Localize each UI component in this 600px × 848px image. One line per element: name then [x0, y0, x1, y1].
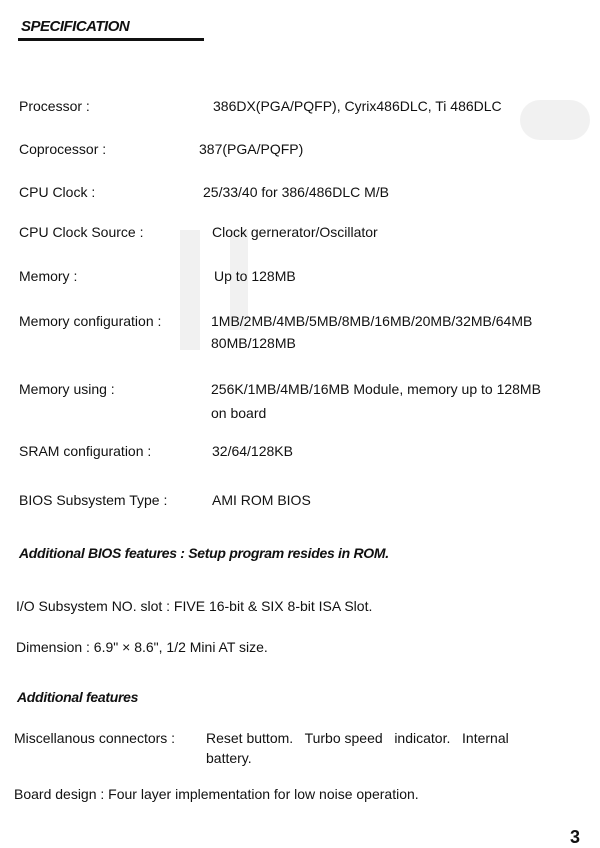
- spec-value-line-2: 80MB/128MB: [211, 335, 296, 351]
- spec-label: SRAM configuration :: [19, 443, 152, 459]
- spec-label: CPU Clock :: [19, 184, 96, 200]
- io-subsystem-line: I/O Subsystem NO. slot : FIVE 16-bit & SIX 8-bit ISA Slot.: [16, 598, 373, 614]
- spec-value: AMI ROM BIOS: [212, 492, 311, 508]
- misc-connectors-line-1: Reset buttom. Turbo speed indicator. Internal: [206, 730, 509, 746]
- title-underline: [18, 38, 204, 41]
- spec-label: Memory :: [19, 268, 78, 284]
- spec-value: 387(PGA/PQFP): [199, 141, 304, 157]
- dimension-line: Dimension : 6.9" × 8.6", 1/2 Mini AT size.: [16, 639, 268, 655]
- spec-value: Up to 128MB: [214, 268, 296, 284]
- spec-label: BIOS Subsystem Type :: [19, 492, 168, 508]
- additional-features-heading: Additional features: [17, 689, 139, 705]
- spec-value: 386DX(PGA/PQFP), Cyrix486DLC, Ti 486DLC: [213, 98, 502, 114]
- spec-label: Processor :: [19, 98, 90, 114]
- bleed-through-shadow: [180, 230, 200, 350]
- spec-value-line-1: 256K/1MB/4MB/16MB Module, memory up to 128MB: [211, 381, 541, 397]
- spec-label: Memory configuration :: [19, 313, 162, 329]
- page-number: 3: [569, 827, 580, 847]
- bleed-through-shadow: [520, 100, 590, 140]
- spec-value: Clock gernerator/Oscillator: [212, 224, 378, 240]
- misc-connectors-line-2: battery.: [206, 750, 252, 766]
- board-design-line: Board design : Four layer implementation for low noise operation.: [14, 786, 419, 802]
- page-title: SPECIFICATION: [21, 18, 130, 35]
- misc-connectors-label: Miscellanous connectors :: [14, 730, 176, 746]
- spec-value: 32/64/128KB: [212, 443, 293, 459]
- spec-label: CPU Clock Source :: [19, 224, 144, 240]
- bios-features-heading: Additional BIOS features : Setup program resides in ROM.: [19, 545, 389, 561]
- spec-value-line-2: on board: [211, 405, 267, 421]
- spec-value: 25/33/40 for 386/486DLC M/B: [203, 184, 390, 200]
- spec-label: Memory using :: [19, 381, 115, 397]
- spec-value-line-1: 1MB/2MB/4MB/5MB/8MB/16MB/20MB/32MB/64MB: [211, 313, 533, 329]
- spec-label: Coprocessor :: [19, 141, 107, 157]
